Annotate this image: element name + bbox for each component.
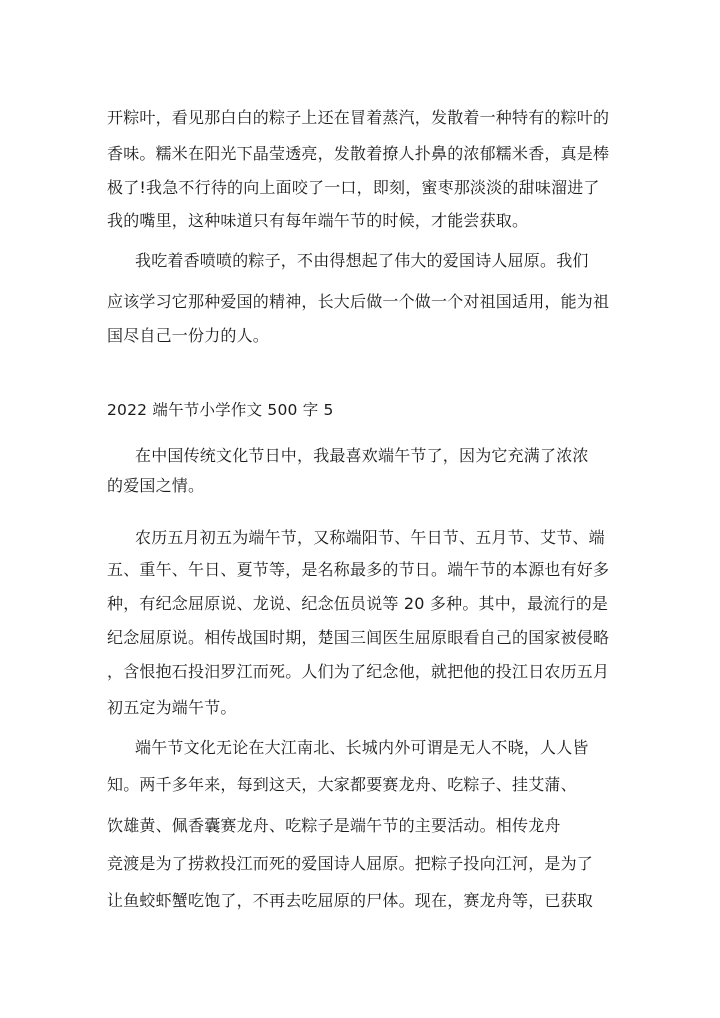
- paragraph-4-line-6: 初五定为端午节。: [107, 698, 237, 717]
- paragraph-4-line-4: 纪念屈原说。相传战国时期，楚国三闾医生屈原眼看自己的国家被侵略: [107, 628, 610, 647]
- paragraph-5-line-1: 端午节文化无论在大江南北、长城内外可谓是无人不晓，人人皆: [135, 738, 589, 757]
- paragraph-4-line-5: ，含恨抱石投汨罗江而死。人们为了纪念他，就把他的投江日农历五月: [107, 662, 610, 681]
- paragraph-4-line-2: 五、重午、午日、夏节等，是名称最多的节日。端午节的本源也有好多: [107, 560, 610, 579]
- paragraph-1-line-3: 极了!我急不行待的向上面咬了一口，即刻，蜜枣那淡淡的甜味溜进了: [107, 178, 600, 197]
- paragraph-3-line-1: 在中国传统文化节日中，我最喜欢端午节了，因为它充满了浓浓: [135, 446, 589, 465]
- paragraph-4-line-3: 种，有纪念屈原说、龙说、纪念伍员说等 20 多种。其中，最流行的是: [107, 594, 609, 613]
- paragraph-1-line-4: 我的嘴里，这种味道只有每年端午节的时候，才能尝获取。: [107, 211, 529, 230]
- paragraph-5-line-3: 饮雄黄、佩香囊赛龙舟、吃粽子是端午节的主要活动。相传龙舟: [107, 816, 561, 835]
- paragraph-2-line-2: 应该学习它那种爱国的精神，长大后做一个做一个对祖国适用，能为祖: [107, 292, 610, 311]
- section-heading: 2022 端午节小学作文 500 字 5: [107, 401, 334, 419]
- paragraph-5-line-2: 知。两千多年来，每到这天，大家都要赛龙舟、吃粽子、挂艾蒲、: [107, 775, 577, 794]
- paragraph-2-line-3: 国尽自己一份力的人。: [107, 326, 270, 345]
- paragraph-2-line-1: 我吃着香喷喷的粽子，不由得想起了伟大的爱国诗人屈原。我们: [135, 251, 589, 270]
- paragraph-5-line-4: 竞渡是为了捞救投江而死的爱国诗人屈原。把粽子投向江河，是为了: [107, 854, 594, 873]
- paragraph-4-line-1: 农历五月初五为端午节，又称端阳节、午日节、五月节、艾节、端: [135, 528, 605, 547]
- paragraph-1-line-2: 香味。糯米在阳光下晶莹透亮，发散着撩人扑鼻的浓郁糯米香，真是棒: [107, 144, 610, 163]
- paragraph-3-line-2: 的爱国之情。: [107, 476, 205, 495]
- paragraph-1-line-1: 开粽叶，看见那白白的粽子上还在冒着蒸汽，发散着一种特有的粽叶的: [107, 108, 610, 127]
- paragraph-5-line-5: 让鱼蛟虾蟹吃饱了，不再去吃屈原的尸体。现在，赛龙舟等，已获取: [107, 891, 594, 910]
